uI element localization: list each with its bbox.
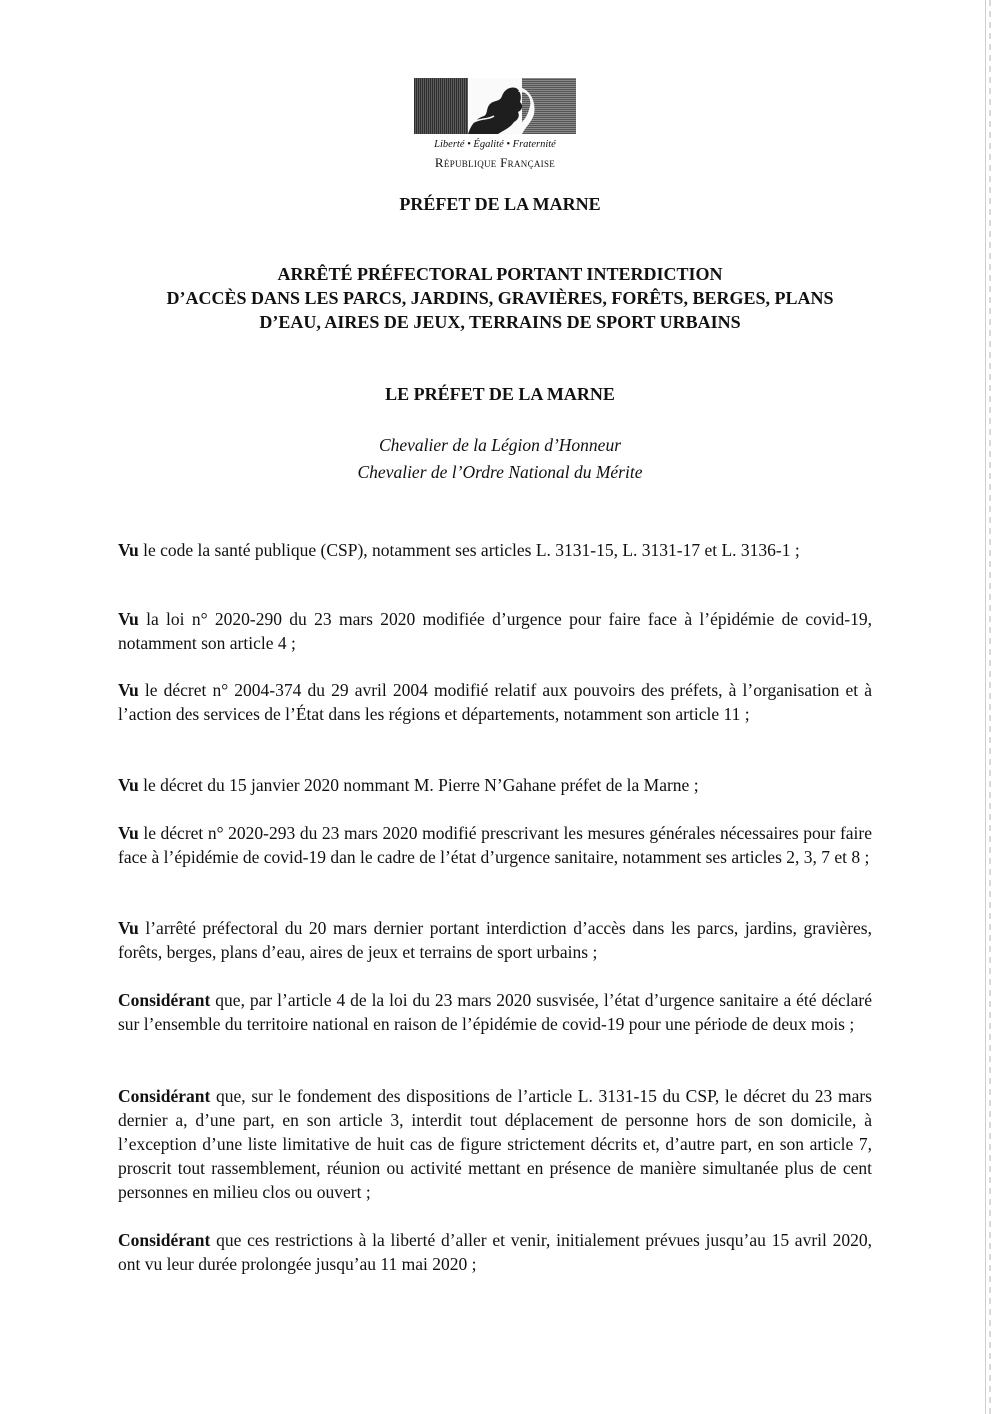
recital-text: la loi n° 2020-290 du 23 mars 2020 modifiée d’urgence pour faire face à l’épidémie de covid-19, notamment son article 4 ; bbox=[118, 609, 872, 653]
recital-keyword: Vu bbox=[118, 609, 139, 629]
marianne-logo bbox=[414, 78, 576, 171]
recital-paragraph bbox=[118, 821, 872, 869]
marianne-profile-icon bbox=[414, 78, 576, 134]
decree-title-line: ARRÊTÉ PRÉFECTORAL PORTANT INTERDICTION bbox=[277, 264, 723, 284]
prefecture-heading: PRÉFET DE LA MARNE bbox=[399, 194, 601, 214]
considering-keyword: Considérant bbox=[118, 990, 211, 1010]
honor-line: Chevalier de l’Ordre National du Mérite bbox=[357, 462, 643, 482]
recital-paragraph bbox=[118, 678, 872, 726]
decree-title bbox=[0, 262, 1000, 334]
republic-motto: Liberté • Égalité • Fraternité bbox=[434, 139, 556, 150]
considering-text: que ces restrictions à la liberté d’aller et venir, initialement prévues jusqu’au 15 avril 2020, ont vu leur durée prolongée jusqu’au 11 mai 2020 ; bbox=[118, 1230, 872, 1274]
decree-title-line: D’EAU, AIRES DE JEUX, TERRAINS DE SPORT URBAINS bbox=[259, 312, 741, 332]
considering-text: que, par l’article 4 de la loi du 23 mars 2020 susvisée, l’état d’urgence sanitaire a été déclaré sur l’ensemble du territoire national en raison de l’épidémie de covid-19 pour une période de deux mois ; bbox=[118, 990, 872, 1034]
recital-paragraph bbox=[118, 773, 872, 797]
recital-text: l’arrêté préfectoral du 20 mars dernier portant interdiction d’accès dans les parcs, jardins, gravières, forêts, berges, plans d’eau, aires de jeux et terrains de sport urbains ; bbox=[118, 918, 872, 962]
recital-keyword: Vu bbox=[118, 823, 139, 843]
recital-text: le décret n° 2020-293 du 23 mars 2020 modifié prescrivant les mesures générales nécessaires pour faire face à l’épidémie de covid-19 dan le cadre de l’état d’urgence sanitaire, notamment ses articles 2, 3, 7 et 8 ; bbox=[118, 823, 872, 867]
authority-name: LE PRÉFET DE LA MARNE bbox=[385, 384, 615, 404]
recital-keyword: Vu bbox=[118, 540, 139, 560]
recital-keyword: Vu bbox=[118, 680, 139, 700]
authority-honors bbox=[0, 432, 1000, 486]
recital-keyword: Vu bbox=[118, 918, 139, 938]
recital-keyword: Vu bbox=[118, 775, 139, 795]
honor-line: Chevalier de la Légion d’Honneur bbox=[378, 435, 622, 455]
recital-text: le décret du 15 janvier 2020 nommant M. Pierre N’Gahane préfet de la Marne ; bbox=[138, 775, 699, 795]
recital-paragraph bbox=[118, 916, 872, 964]
republic-name: République Française bbox=[434, 155, 556, 170]
decree-title-line: D’ACCÈS DANS LES PARCS, JARDINS, GRAVIÈRES, FORÊTS, BERGES, PLANS bbox=[166, 288, 834, 308]
marianne-emblem bbox=[414, 78, 576, 134]
recital-text: le code la santé publique (CSP), notamment ses articles L. 3131-15, L. 3131-17 et L. 3136-1 ; bbox=[138, 540, 800, 560]
considering-text: que, sur le fondement des dispositions de l’article L. 3131-15 du CSP, le décret du 23 mars dernier a, d’une part, en son article 3, interdit tout déplacement de personne hors de son domicile, à l’exception d’une liste limitative de huit cas de figure strictement décrits et, d’autre part, en son article 7, proscrit tout rassemblement, réunion ou activité mettant en présence de manière simultanée plus de cent personnes en milieu clos ou ouvert ; bbox=[118, 1086, 872, 1202]
recital-text: le décret n° 2004-374 du 29 avril 2004 modifié relatif aux pouvoirs des préfets, à l’organisation et à l’action des services de l’État dans les régions et départements, notamment son article 11 ; bbox=[118, 680, 872, 724]
considering-paragraph bbox=[118, 1228, 872, 1276]
recital-paragraph bbox=[118, 607, 872, 655]
considering-keyword: Considérant bbox=[118, 1086, 211, 1106]
recital-paragraph bbox=[118, 538, 872, 562]
considering-keyword: Considérant bbox=[118, 1230, 211, 1250]
considering-paragraph bbox=[118, 988, 872, 1036]
considering-paragraph bbox=[118, 1084, 872, 1204]
